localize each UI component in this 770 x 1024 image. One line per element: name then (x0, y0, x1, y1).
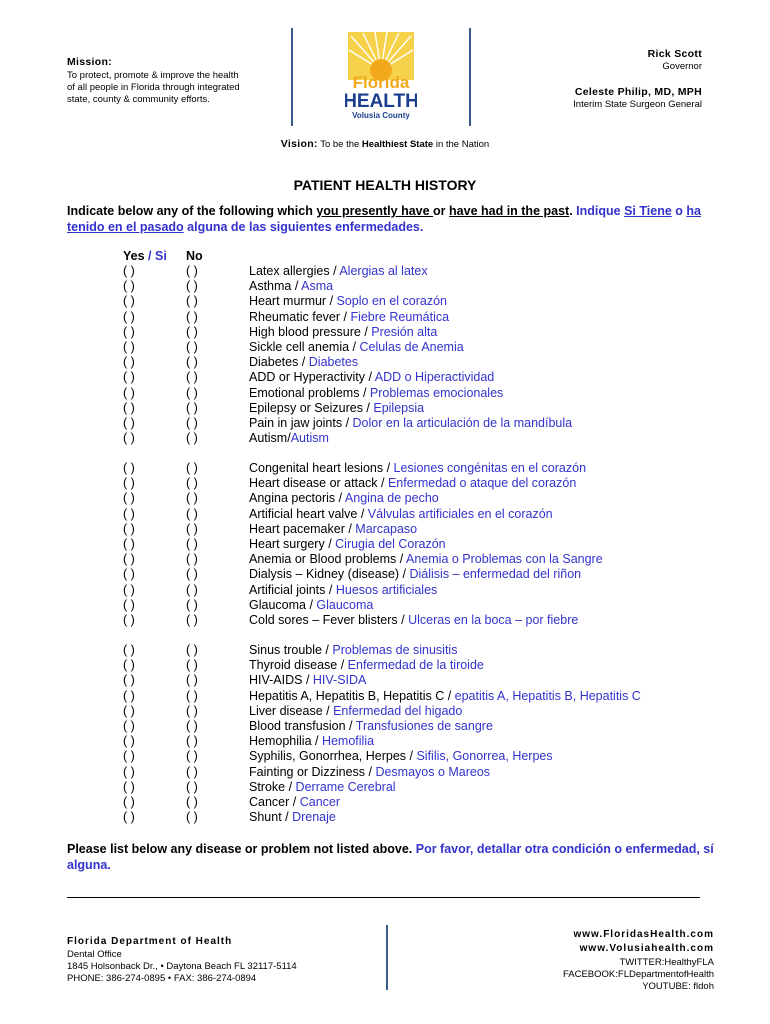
condition-es: Angina de pecho (344, 491, 439, 506)
no-checkbox[interactable]: ( ) (186, 521, 198, 536)
condition-item (249, 765, 490, 779)
no-checkbox[interactable]: ( ) (186, 279, 198, 294)
condition-item (249, 522, 417, 536)
condition-item (249, 507, 553, 521)
footer-web2[interactable]: www.Volusiahealth.com (579, 943, 714, 954)
no-checkbox[interactable]: ( ) (186, 324, 198, 339)
col-yes-label: Yes (123, 249, 145, 263)
no-checkbox[interactable]: ( ) (186, 431, 198, 446)
condition-es: Válvulas artificiales en el corazón (367, 506, 553, 521)
logo-word-health: HEALTH (345, 91, 417, 112)
condition-es: Glaucoma (316, 597, 374, 612)
no-checkbox[interactable]: ( ) (186, 703, 198, 718)
intro-underline: you presently have (316, 204, 434, 218)
yes-checkbox[interactable]: ( ) (123, 521, 135, 536)
condition-es: Dolor en la articulación de la mandíbula (352, 416, 573, 430)
condition-en: Liver disease / (249, 703, 334, 718)
condition-es: Ulceras en la boca – por fiebre (408, 613, 579, 627)
intro-underline: have had in the past (449, 204, 570, 218)
yes-checkbox[interactable]: ( ) (123, 506, 135, 521)
yes-checkbox[interactable]: ( ) (123, 779, 135, 794)
no-checkbox[interactable]: ( ) (186, 476, 198, 491)
yes-checkbox[interactable]: ( ) (123, 324, 135, 339)
condition-item (249, 567, 581, 581)
governor-title: Governor (662, 61, 702, 72)
condition-item (249, 658, 484, 672)
condition-es: ADD o Hiperactividad (374, 370, 495, 385)
yes-checkbox[interactable]: ( ) (123, 719, 135, 733)
condition-es: Diabetes (308, 355, 359, 370)
yes-checkbox[interactable]: ( ) (123, 416, 135, 430)
condition-en: Cancer / (249, 795, 300, 809)
logo-word-florida: Florida (352, 73, 410, 92)
no-checkbox[interactable]: ( ) (186, 461, 198, 475)
no-checkbox[interactable]: ( ) (186, 810, 198, 825)
no-checkbox[interactable]: ( ) (186, 385, 198, 400)
yes-checkbox[interactable]: ( ) (123, 431, 135, 446)
vision-statement (0, 138, 770, 150)
condition-es: Problemas de sinusitis (332, 643, 458, 657)
intro-part: . (569, 204, 577, 218)
governor-name: Rick Scott (647, 48, 702, 60)
condition-es: Asma (301, 279, 334, 294)
condition-item (249, 491, 439, 505)
yes-checkbox[interactable]: ( ) (123, 491, 135, 506)
condition-item (249, 552, 603, 566)
condition-es: Celulas de Anemia (359, 340, 464, 354)
yes-checkbox[interactable]: ( ) (123, 370, 135, 385)
condition-es: Sifilis, Gonorrea, Herpes (416, 749, 553, 764)
surgeon-title: Interim State Surgeon General (573, 99, 702, 110)
condition-en: Epilepsy or Seizures / (249, 400, 374, 415)
yes-checkbox[interactable]: ( ) (123, 537, 135, 551)
condition-item (249, 598, 373, 612)
condition-es: Lesiones congénitas en el corazón (393, 461, 587, 475)
yes-checkbox[interactable]: ( ) (123, 400, 135, 415)
condition-es: Enfermedad del higado (333, 703, 463, 718)
condition-item (249, 476, 576, 490)
yes-checkbox[interactable]: ( ) (123, 597, 135, 612)
yes-checkbox[interactable]: ( ) (123, 476, 135, 491)
logo-graphic (345, 30, 417, 122)
page-title: PATIENT HEALTH HISTORY (293, 177, 477, 193)
condition-es: Transfusiones de sangre (355, 719, 493, 733)
no-checkbox[interactable]: ( ) (186, 537, 198, 551)
mission-text (67, 70, 240, 106)
condition-item (249, 719, 493, 733)
condition-item (249, 416, 572, 430)
no-checkbox[interactable]: ( ) (186, 567, 198, 582)
vision-label: Vision: (280, 138, 318, 150)
footer-address: 1845 Holsonback Dr., • Daytona Beach FL 32117-5114 (67, 961, 297, 972)
condition-en: Asthma / (249, 279, 302, 294)
condition-item (249, 780, 396, 794)
condition-item (249, 340, 464, 354)
florida-health-logo (345, 30, 417, 122)
yes-checkbox[interactable]: ( ) (123, 294, 135, 309)
condition-es: Presión alta (371, 324, 438, 339)
condition-en: Hemophilia / (249, 734, 322, 749)
yes-checkbox[interactable]: ( ) (123, 355, 135, 370)
col-si-label: Si (154, 249, 167, 263)
condition-en: ADD or Hyperactivity / (249, 370, 375, 385)
condition-es: Autism (290, 431, 329, 446)
yes-checkbox[interactable]: ( ) (123, 385, 135, 400)
condition-item (249, 264, 428, 278)
yes-checkbox[interactable]: ( ) (123, 688, 135, 703)
intro-es: Indique (576, 204, 625, 218)
no-checkbox[interactable]: ( ) (186, 597, 198, 612)
condition-item (249, 704, 462, 718)
condition-es: Problemas emocionales (369, 385, 504, 400)
condition-en: Glaucoma / (249, 597, 317, 612)
yes-checkbox[interactable]: ( ) (123, 795, 135, 809)
condition-en: Anemia or Blood problems / (249, 552, 407, 567)
vision-text-end: in the Nation (435, 139, 490, 150)
condition-en: Fainting or Dizziness / (249, 764, 376, 779)
mission-line: state, county & community efforts. (67, 94, 210, 105)
condition-en: Congenital heart lesions / (249, 461, 394, 475)
condition-en: Pain in jaw joints / (249, 416, 353, 430)
condition-en: Heart surgery / (249, 537, 336, 551)
condition-es: Desmayos o Mareos (375, 764, 491, 779)
no-checkbox[interactable]: ( ) (186, 734, 198, 749)
column-header-no: No (186, 249, 203, 263)
yes-checkbox[interactable]: ( ) (123, 749, 135, 764)
no-checkbox[interactable]: ( ) (186, 506, 198, 521)
condition-en: Dialysis – Kidney (disease) / (249, 567, 410, 582)
condition-es: Anemia o Problemas con la Sangre (406, 552, 603, 567)
yes-checkbox[interactable]: ( ) (123, 279, 135, 294)
condition-en: Hepatitis A, Hepatitis B, Hepatitis C / (249, 688, 455, 703)
no-checkbox[interactable]: ( ) (186, 340, 198, 354)
mission-label: Mission: (67, 56, 112, 68)
yes-checkbox[interactable]: ( ) (123, 309, 135, 324)
column-header-yes (123, 249, 167, 263)
other-conditions-prompt (67, 841, 717, 873)
condition-item (249, 613, 578, 627)
mission-line: of all people in Florida through integrated (67, 82, 240, 93)
yes-checkbox[interactable]: ( ) (123, 673, 135, 688)
condition-item (249, 431, 329, 445)
surgeon-name: Celeste Philip, MD, MPH (574, 86, 702, 98)
footer-phone: PHONE: 386-274-0895 • FAX: 386-274-0894 (67, 973, 257, 984)
no-checkbox[interactable]: ( ) (186, 795, 198, 809)
header-divider-right (469, 28, 471, 126)
condition-es: Cancer (299, 795, 341, 809)
condition-item (249, 386, 503, 400)
condition-es: Cirugia del Corazón (335, 537, 446, 551)
condition-item (249, 734, 374, 748)
no-checkbox[interactable]: ( ) (186, 643, 198, 657)
footer-dept: Florida Department of Health (67, 936, 233, 947)
no-checkbox[interactable]: ( ) (186, 719, 198, 733)
condition-en: Diabetes / (249, 355, 309, 370)
condition-es: HIV-SIDA (312, 673, 367, 688)
intro-es-underline: ha tenido en el pasado (67, 204, 701, 234)
prompt-en: Please list below any disease or problem not listed above. (67, 842, 416, 856)
condition-en: Artificial heart valve / (249, 506, 368, 521)
other-conditions-line[interactable] (67, 897, 700, 898)
intro-es-underline: Si Tiene (624, 204, 672, 218)
condition-item (249, 401, 424, 415)
yes-checkbox[interactable]: ( ) (123, 734, 135, 749)
prompt-es: Por favor, detallar otra condición o enfermedad, sí alguna. (67, 842, 714, 872)
yes-checkbox[interactable]: ( ) (123, 340, 135, 354)
condition-item (249, 749, 553, 763)
condition-en: Heart disease or attack / (249, 476, 388, 491)
condition-item (249, 673, 366, 687)
condition-item (249, 643, 457, 657)
condition-en: Rheumatic fever / (249, 309, 351, 324)
condition-en: Heart murmur / (249, 294, 337, 309)
header-divider-left (291, 28, 293, 126)
vision-bold: Healthiest State (361, 139, 434, 150)
condition-en: Artificial joints / (249, 582, 336, 597)
condition-es: Drenaje (292, 810, 336, 825)
no-checkbox[interactable]: ( ) (186, 688, 198, 703)
condition-es: Enfermedad de la tiroide (347, 658, 484, 673)
vision-text: To be the (320, 139, 360, 150)
condition-item (249, 294, 447, 308)
no-checkbox[interactable]: ( ) (186, 673, 198, 688)
condition-en: Heart pacemaker / (249, 521, 356, 536)
condition-es: Derrame Cerebral (295, 779, 396, 794)
yes-checkbox[interactable]: ( ) (123, 567, 135, 582)
condition-es: Huesos artificiales (335, 582, 438, 597)
condition-en: Cold sores – Fever blisters / (249, 613, 409, 627)
no-checkbox[interactable]: ( ) (186, 749, 198, 764)
condition-en: Latex allergies / (249, 264, 340, 278)
condition-es: Soplo en el corazón (336, 294, 448, 309)
intro-part: Indicate below any of the following which (67, 204, 317, 218)
footer-web1[interactable]: www.FloridasHealth.com (573, 929, 714, 940)
footer-youtube: YOUTUBE: fldoh (642, 981, 714, 992)
condition-item (249, 355, 358, 369)
mission-line: To protect, promote & improve the health (67, 70, 239, 81)
condition-es: Diálisis – enfermedad del riñon (409, 567, 582, 582)
intro-es: o (671, 204, 687, 218)
condition-es: Marcapaso (355, 521, 418, 536)
condition-es: Fiebre Reumática (350, 309, 450, 324)
condition-es: Enfermedad o ataque del corazón (387, 476, 577, 491)
footer-divider (386, 925, 388, 990)
condition-en: Autism/ (249, 431, 291, 446)
condition-es: epatitis A, Hepatitis B, Hepatitis C (454, 688, 641, 703)
no-checkbox[interactable]: ( ) (186, 658, 198, 673)
col-sep: / (144, 249, 155, 263)
condition-item (249, 537, 446, 551)
no-checkbox[interactable]: ( ) (186, 355, 198, 370)
no-checkbox[interactable]: ( ) (186, 309, 198, 324)
yes-checkbox[interactable]: ( ) (123, 764, 135, 779)
condition-en: Sickle cell anemia / (249, 340, 360, 354)
condition-item (249, 795, 340, 809)
yes-checkbox[interactable]: ( ) (123, 658, 135, 673)
yes-checkbox[interactable]: ( ) (123, 264, 135, 278)
condition-es: Alergias al latex (339, 264, 428, 278)
condition-en: Thyroid disease / (249, 658, 348, 673)
intro-part: or (433, 204, 450, 218)
condition-en: Stroke / (249, 779, 296, 794)
intro-es: alguna de las siguientes enfermedades. (183, 220, 424, 234)
condition-item (249, 583, 437, 597)
no-checkbox[interactable]: ( ) (186, 400, 198, 415)
no-checkbox[interactable]: ( ) (186, 264, 198, 278)
no-checkbox[interactable]: ( ) (186, 370, 198, 385)
condition-en: Emotional problems / (249, 385, 370, 400)
no-checkbox[interactable]: ( ) (186, 582, 198, 597)
yes-checkbox[interactable]: ( ) (123, 461, 135, 475)
condition-en: Angina pectoris / (249, 491, 345, 506)
intro-instructions (67, 203, 717, 235)
condition-en: Shunt / (249, 810, 293, 825)
condition-item (249, 370, 494, 384)
condition-item (249, 689, 641, 703)
no-checkbox[interactable]: ( ) (186, 491, 198, 506)
yes-checkbox[interactable]: ( ) (123, 582, 135, 597)
condition-en: Syphilis, Gonorrhea, Herpes / (249, 749, 417, 764)
condition-en: High blood pressure / (249, 324, 372, 339)
condition-es: Hemofilia (321, 734, 375, 749)
yes-checkbox[interactable]: ( ) (123, 643, 135, 657)
no-checkbox[interactable]: ( ) (186, 613, 198, 627)
condition-en: HIV-AIDS / (249, 673, 313, 688)
condition-item (249, 279, 333, 293)
condition-item (249, 310, 449, 324)
condition-item (249, 461, 586, 475)
condition-item (249, 325, 437, 339)
no-checkbox[interactable]: ( ) (186, 294, 198, 309)
yes-checkbox[interactable]: ( ) (123, 613, 135, 627)
yes-checkbox[interactable]: ( ) (123, 810, 135, 825)
logo-county: Volusia County (352, 111, 410, 120)
footer-office: Dental Office (67, 949, 122, 960)
no-checkbox[interactable]: ( ) (186, 552, 198, 567)
condition-en: Blood transfusion / (249, 719, 356, 733)
footer-twitter: TWITTER:HealthyFLA (619, 957, 714, 968)
footer-facebook: FACEBOOK:FLDepartmentofHealth (562, 969, 714, 980)
yes-checkbox[interactable]: ( ) (123, 703, 135, 718)
no-checkbox[interactable]: ( ) (186, 779, 198, 794)
condition-item (249, 810, 336, 824)
no-checkbox[interactable]: ( ) (186, 764, 198, 779)
condition-es: Epilepsia (373, 400, 425, 415)
condition-en: Sinus trouble / (249, 643, 333, 657)
no-checkbox[interactable]: ( ) (186, 416, 198, 430)
yes-checkbox[interactable]: ( ) (123, 552, 135, 567)
